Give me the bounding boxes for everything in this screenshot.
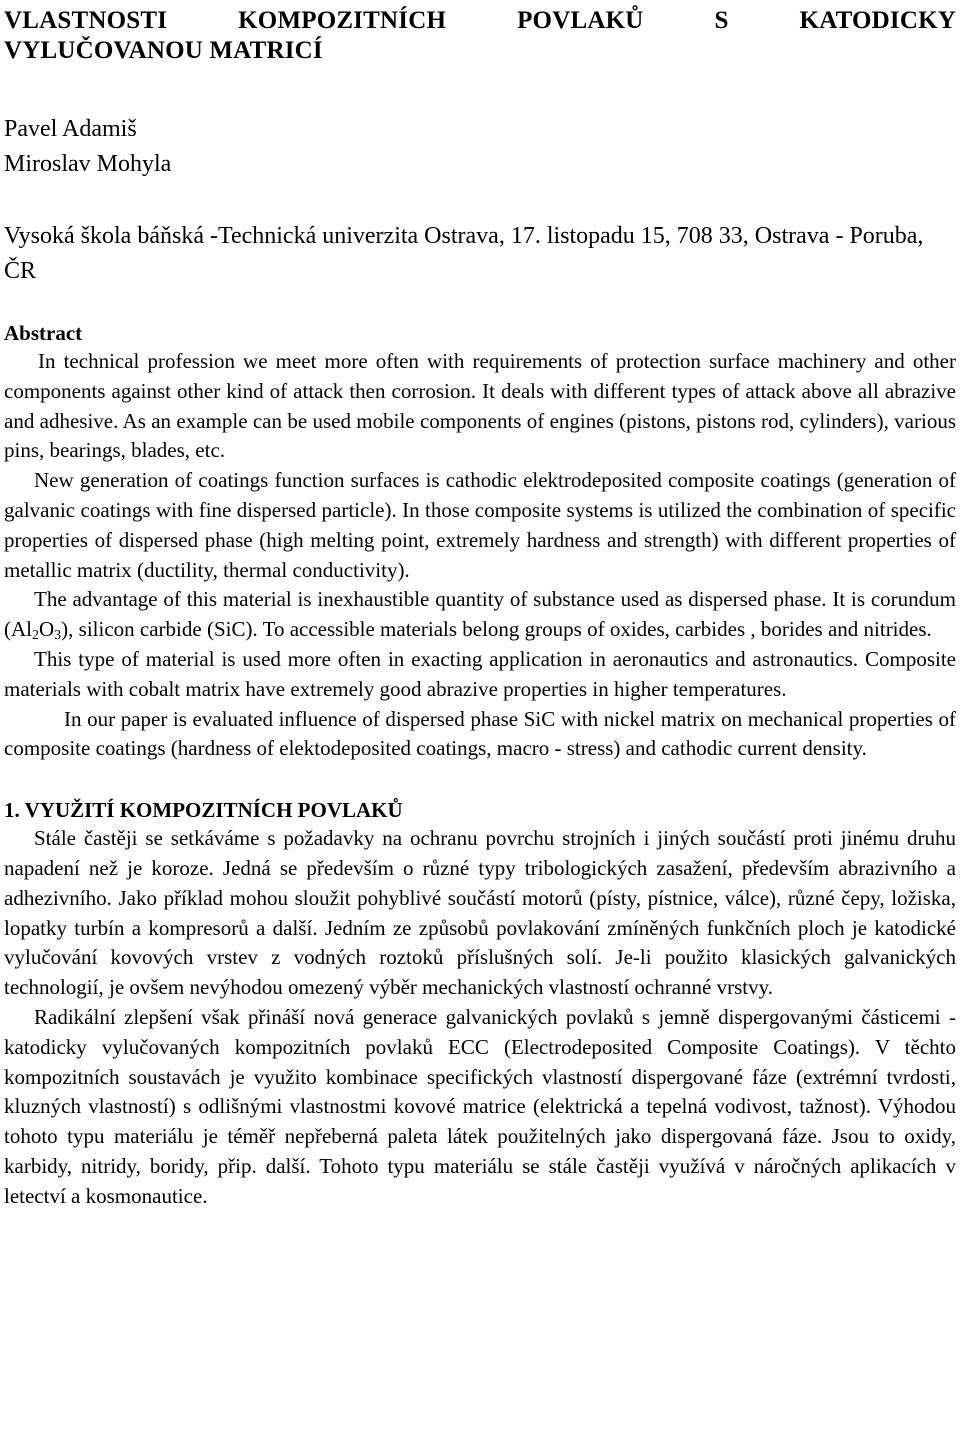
abstract-paragraph: In technical profession we meet more often with requirements of protection surface machinery and other components against other kind of attack then corrosion. It deals with different types of attack above all abrazive and adhesive. As an example can be used mobile components of engines (pistons, pistons rod, cylinders), various pins, bearings, blades, etc. <box>4 349 956 463</box>
text-run: The advantage of this material is inexhaustible quantity of substance used as dispersed phase. It is corundum (Al <box>4 587 956 642</box>
title-line-2: VYLUČOVANOU MATRICÍ <box>4 37 323 64</box>
abstract-paragraph <box>4 585 956 645</box>
paper-page <box>4 0 956 1212</box>
subscript: 3 <box>54 628 62 644</box>
subscript: 2 <box>32 628 39 644</box>
abstract-paragraph: This type of material is used more often in exacting application in aeronautics and astronautics. Composite materials with cobalt matrix have extremely good abrazive properties in higher temperatures. <box>4 646 956 701</box>
author-name: Pavel Adamiš <box>4 116 137 142</box>
author-name: Miroslav Mohyla <box>4 151 172 177</box>
section-paragraph: Stále častěji se setkáváme s požadavky na ochranu povrchu strojních i jiných součástí proti jinému druhu napadení než je koroze. Jedná se především o různé typy tribologických zasažení, především abrazivního a adhezivního. Jako příklad mohou sloužit pohyblivé součástí motorů (písty, pístnice, válce), různé čepy, ložiska, lopatky turbín a kompresorů a další. Jedním ze způsobů povlakování zmíněných funkčních ploch je katodické vylučování kovových vrstev z vodných roztoků příslušných solí. Je-li použito klasických galvanických technologií, je ovšem nevýhodou omezený výběr mechanických vlastností ochranné vrstvy. <box>4 826 956 1000</box>
section-paragraph: Radikální zlepšení však přináší nová generace galvanických povlaků s jemně dispergovanými částicemi - katodicky vylučovaných kompozitních povlaků ECC (Electrodeposited Composite Coatings). V těchto kompozitních soustavách je využito kombinace specifických vlastností dispergované fáze (extrémní tvrdosti, kluzných vlastností) s odlišnými vlastnostmi kovové matrice (elektrická a tepelná vodivost, tažnost). Výhodou tohoto typu materiálu je téměř nepřeberná paleta látek použitelných jako dispergovaná fáze. Jsou to oxidy, karbidy, nitridy, boridy, přip. další. Tohoto typu materiálu se stále častěji využívá v náročných aplikacích v letectví a kosmonautice. <box>4 1004 956 1208</box>
text-run: O <box>39 617 55 642</box>
author-list <box>4 112 956 182</box>
abstract-paragraph: In our paper is evaluated influence of dispersed phase SiC with nickel matrix on mechanical properties of composite coatings (hardness of elektodeposited coatings, macro - stress) and cathodic current density. <box>4 706 956 761</box>
paper-title <box>4 6 956 66</box>
abstract-paragraph: New generation of coatings function surfaces is cathodic elektrodeposited composite coatings (generation of galvanic coatings with fine dispersed particle). In those composite systems is utilized the combination of specific properties of dispersed phase (high melting point, extremely hardness and strength) with different properties of metallic matrix (ductility, thermal conductivity). <box>4 468 956 582</box>
affiliation: Vysoká škola báňská -Technická univerzita Ostrava, 17. listopadu 15, 708 33, Ostrava - Poruba, ČR <box>4 223 924 284</box>
title-line-1: VLASTNOSTI KOMPOZITNÍCH POVLAKŮ S KATODICKY <box>4 7 956 34</box>
abstract-heading: Abstract <box>4 321 83 345</box>
section-heading: 1. VYUŽITÍ KOMPOZITNÍCH POVLAKŮ <box>4 798 403 823</box>
text-run: ), silicon carbide (SiC). To accessible materials belong groups of oxides, carbides , borides and nitrides. <box>61 617 932 642</box>
